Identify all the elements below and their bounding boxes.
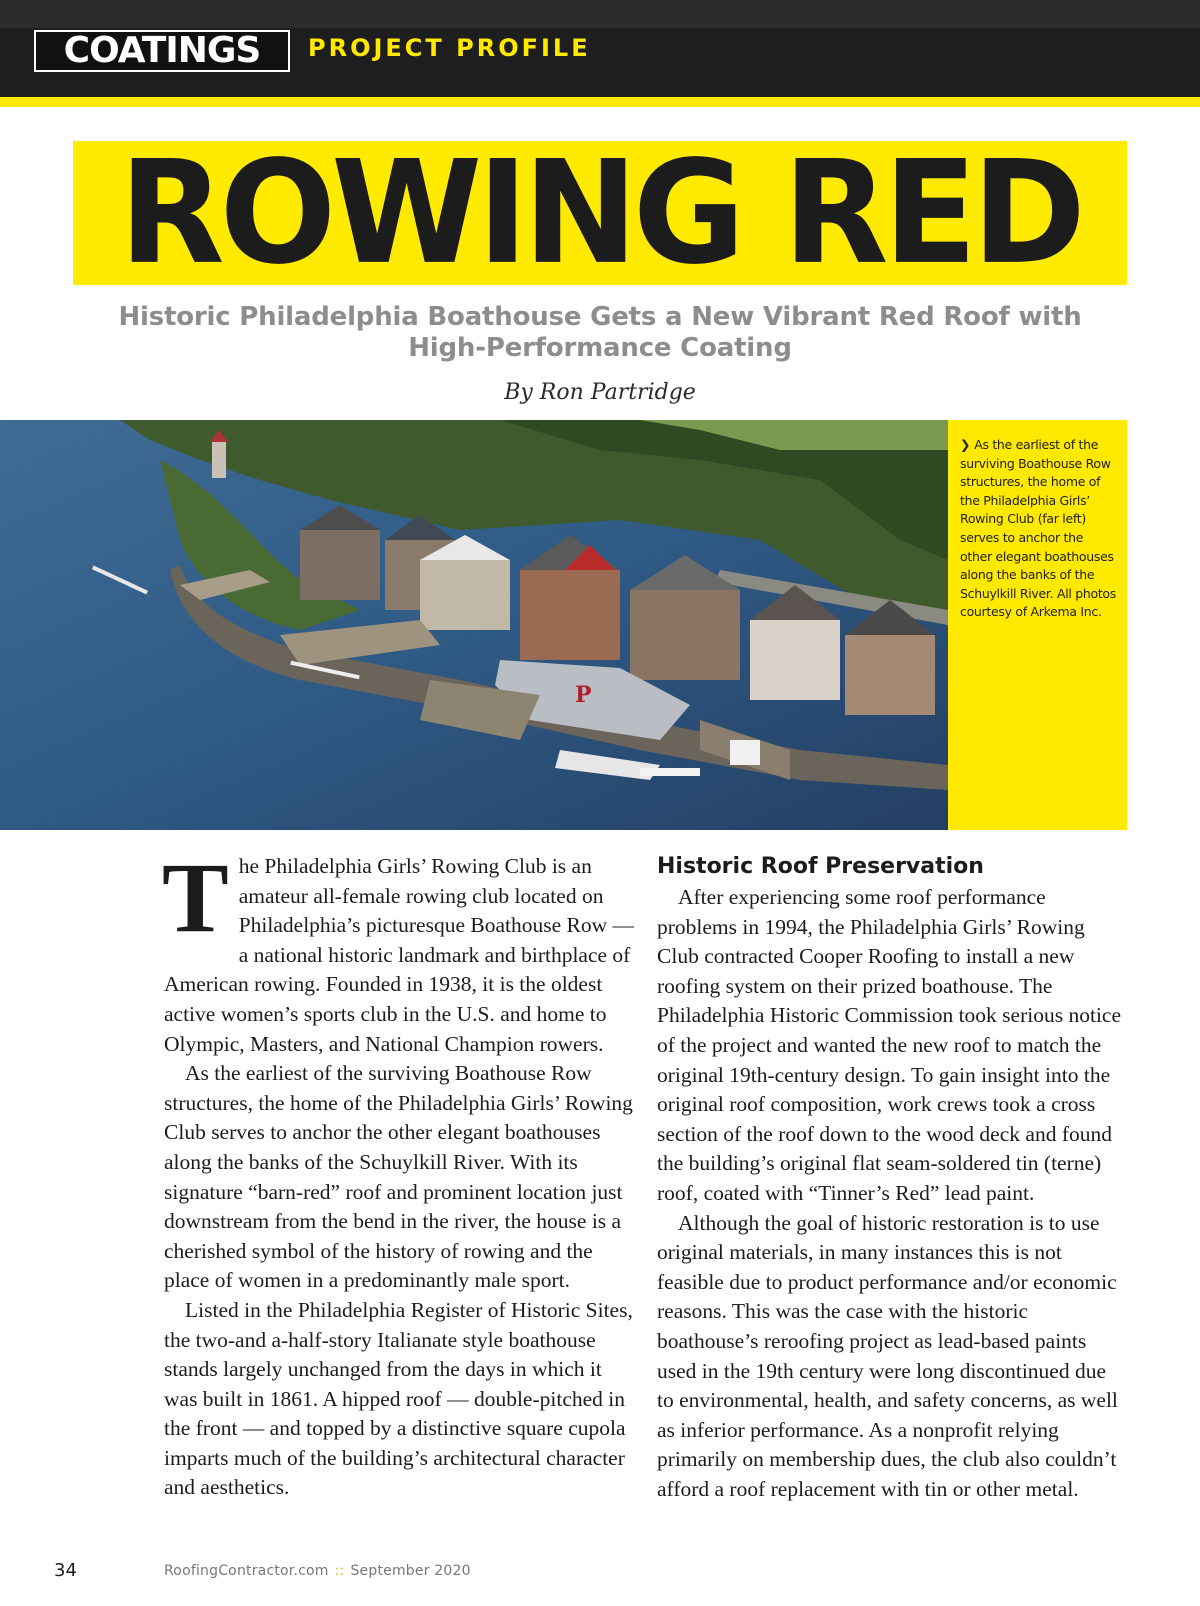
paragraph-text: he Philadelphia Girls’ Rowing Club is an amateur all-female rowing club located on Philadelphia’s picturesque Boathouse Row — a national historic landmark and birthplace of American rowing. Founded in 1938, it is the oldest active women’s sports club in the U.S. and home to Olympic, Masters, and National Champion rowers. [164, 854, 635, 1056]
body-paragraph: After experiencing some roof performance problems in 1994, the Philadelphia Girls’ Rowing Club contracted Cooper Roofing to install a new roofing system on their prized boathouse. The Philadelphia Historic Commission took serious notice of the project and wanted the new roof to match the original 19th-century design. To gain insight into the original roof composition, work crews took a cross section of the roof down to the wood deck and found the building’s original flat seam-soldered tin (terne) roof, coated with “Tinner’s Red” lead paint. [657, 885, 1122, 1205]
banner-yellow-rule [0, 97, 1200, 107]
article-headline: ROWING RED [119, 141, 1081, 285]
article-column-left [162, 842, 635, 1503]
article-subtitle [100, 302, 1100, 364]
caption-arrow-icon: ❯ [960, 437, 971, 452]
article-byline: By Ron Partridge [504, 380, 696, 405]
roof-letter-logo: P [575, 682, 592, 708]
photo-caption [960, 436, 1117, 622]
body-paragraph: Listed in the Philadelphia Register of Historic Sites, the two-and a-half-story Italianate style boathouse stands largely unchanged from the days in which it was built in 1861. A hipped roof — double-pitched in the front — and topped by a distinctive square cupola imparts much of the building’s architectural character and aesthetics. [164, 1297, 633, 1500]
body-paragraph [162, 842, 635, 1059]
footer-site: RoofingContractor.com [164, 1563, 329, 1579]
drop-cap: T [162, 842, 229, 953]
subtitle-line-2: High-Performance Coating [408, 333, 792, 363]
section-heading: Historic Roof Preservation [657, 854, 984, 879]
banner-top-strip [0, 0, 1200, 28]
aerial-boathouse-photo [0, 420, 948, 830]
coatings-section-logo: COATINGS [34, 30, 290, 72]
caption-text: As the earliest of the surviving Boathouse Row structures, the home of the Philadelphia Girls’ Rowing Club (far left) serves to anchor the other elegant boathouses along the banks of the Schuylkill River. All photos courtesy of Arkema Inc. [960, 437, 1116, 620]
footer-separator: :: [334, 1563, 345, 1579]
footer-folio [164, 1563, 471, 1579]
article-column-right [657, 852, 1127, 1504]
project-profile-label: PROJECT PROFILE [308, 34, 591, 62]
page-number: 34 [54, 1560, 77, 1581]
headline-highlight [73, 141, 1127, 285]
footer-issue: September 2020 [350, 1563, 471, 1579]
body-paragraph: Although the goal of historic restoration is to use original materials, in many instances this is not feasible due to product performance and/or economic reasons. This was the case with the historic boathouse’s reroofing project as lead-based paints used in the 19th century were long discontinued due to environmental, health, and safety concerns, as well as inferior performance. As a nonprofit relying primarily on membership dues, the club also couldn’t afford a roof replacement with tin or other metal. [657, 1210, 1118, 1501]
subtitle-line-1: Historic Philadelphia Boathouse Gets a New Vibrant Red Roof with [118, 302, 1082, 332]
photo-caption-box [948, 420, 1127, 830]
body-paragraph: As the earliest of the surviving Boathouse Row structures, the home of the Philadelphia Girls’ Rowing Club serves to anchor the other elegant boathouses along the banks of the Schuylkill River. With its signature “barn-red” roof and prominent location just downstream from the bend in the river, the house is a cherished symbol of the history of rowing and the place of women in a predominantly male sport. [164, 1061, 633, 1293]
